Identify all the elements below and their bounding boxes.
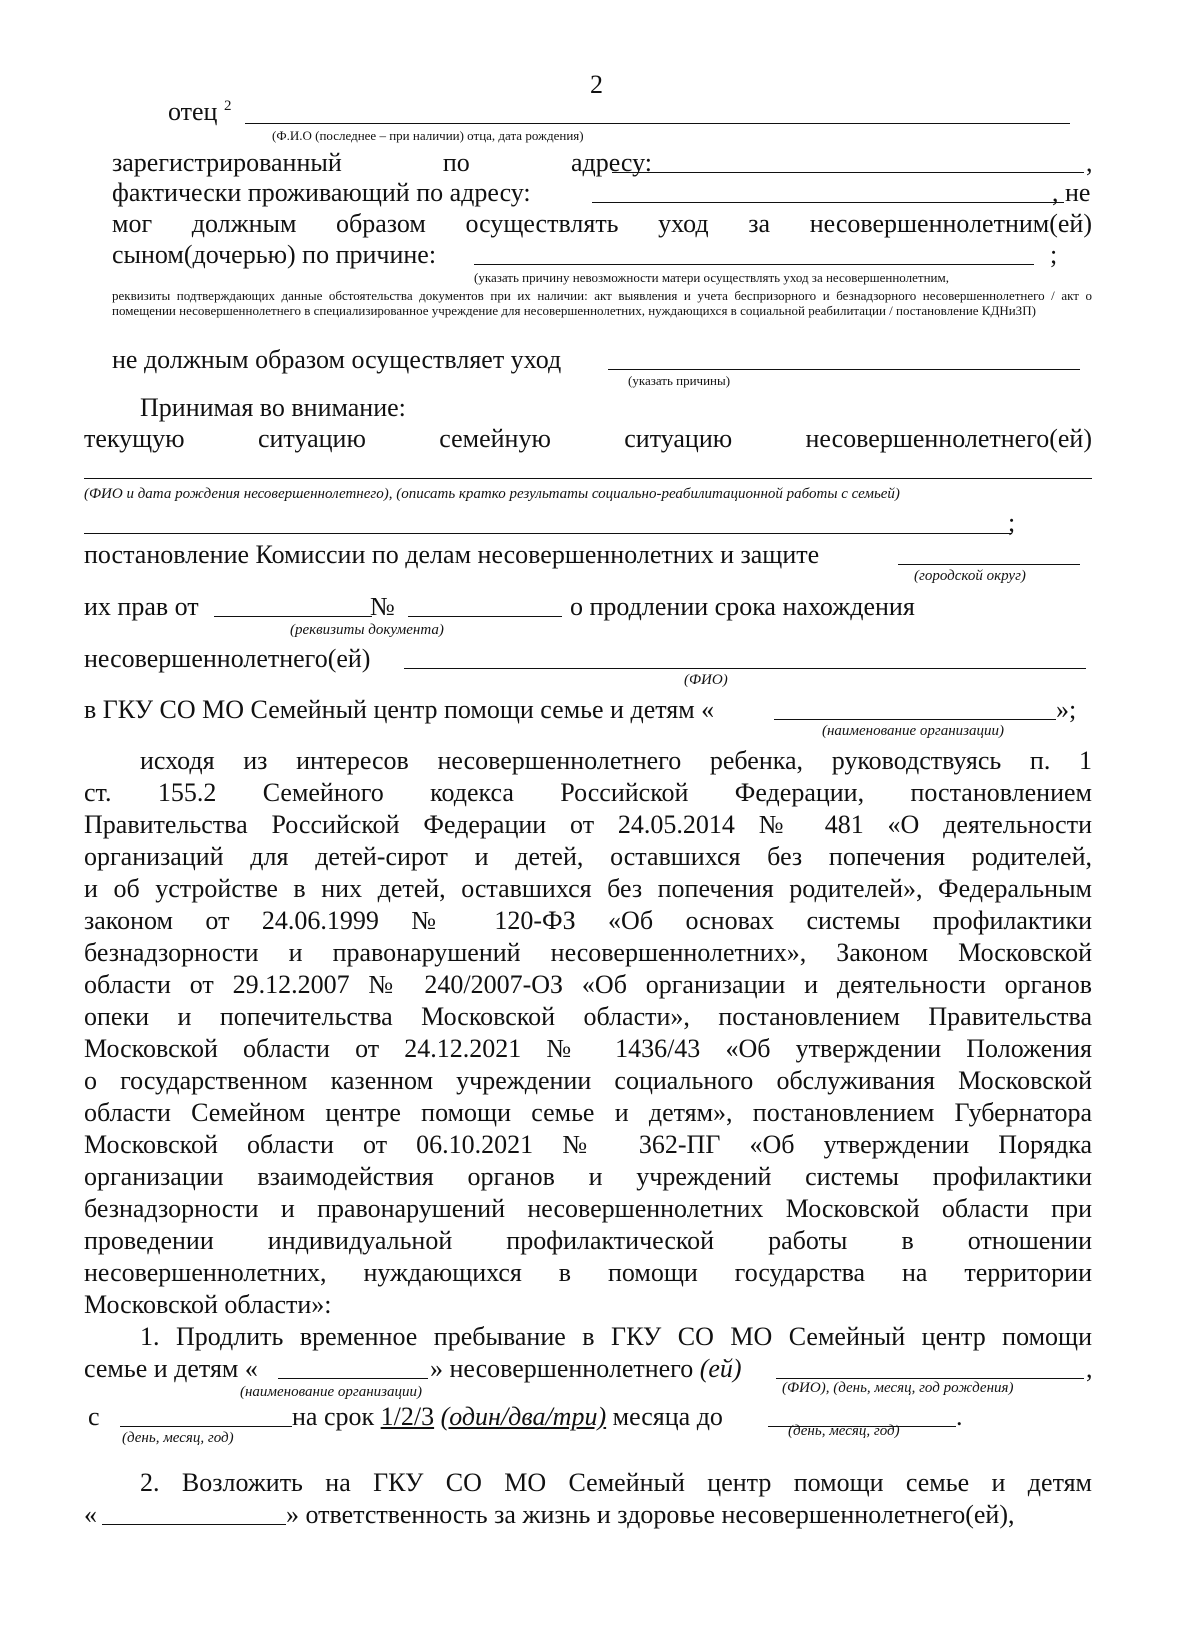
rights-from-label: их прав от xyxy=(84,592,199,621)
reason-line[interactable] xyxy=(474,264,1034,265)
situation-line[interactable] xyxy=(84,478,1092,479)
gku-org-line[interactable] xyxy=(774,719,1056,720)
gku-tail: »; xyxy=(1056,695,1077,724)
item1-period: . xyxy=(956,1402,963,1431)
situation-semicolon: ; xyxy=(1008,508,1016,537)
page-number: 2 xyxy=(590,70,603,99)
doc-caption: (реквизиты документа) xyxy=(290,622,444,638)
basis-line-8: области от 29.12.2007 № 240/2007-ОЗ «Об организации и деятельности органов xyxy=(84,970,1092,999)
father-caption: (Ф.И.О (последнее – при наличии) отца, дата рождения) xyxy=(272,128,584,143)
minor-label: несовершеннолетнего(ей) xyxy=(84,644,371,673)
item1-line2-a: семье и детям « xyxy=(84,1354,258,1383)
reason-caption-2: реквизиты подтверждающих данные обстоятельства документов при их наличии: акт выявления и учета беспризорного и безнадзорного несовершеннолетнего / акт о помещении несовершеннолетнего в специализированное учреждение для несовершеннолетних, нуждающихся в социальной реабилитации / постановление КДНиЗП) xyxy=(112,288,1092,318)
item1-minor-suffix: (ей) xyxy=(699,1354,742,1383)
item1-start-date-line[interactable] xyxy=(120,1426,292,1427)
district-line[interactable] xyxy=(898,564,1080,565)
basis-line-4: организаций для детей-сирот и детей, оставшихся без попечения родителей, xyxy=(84,842,1092,871)
item2-line1: 2. Возложить на ГКУ СО МО Семейный центр помощи семье и детям xyxy=(140,1468,1092,1497)
item1-term xyxy=(292,1402,723,1432)
item1-org-caption: (наименование организации) xyxy=(240,1384,423,1400)
resolution-label: постановление Комиссии по делам несовершеннолетних и защите xyxy=(84,540,820,569)
basis-line-3: Правительства Российской Федерации от 24.05.2014 № 481 «О деятельности xyxy=(84,810,1092,839)
basis-line-10: Московской области от 24.12.2021 № 1436/43 «Об утверждении Положения xyxy=(84,1034,1092,1063)
item1-comma: , xyxy=(1086,1354,1093,1383)
registered-label: зарегистрированный по адресу: xyxy=(112,148,652,177)
item2-line2-a: « xyxy=(84,1500,97,1529)
item1-org-line[interactable] xyxy=(278,1378,428,1379)
item1-fio-line[interactable] xyxy=(776,1378,1084,1379)
reason-label: сыном(дочерью) по причине: xyxy=(112,240,437,269)
father-fio-line[interactable] xyxy=(245,123,1070,124)
item1-fio-caption: (ФИО), (день, месяц, год рождения) xyxy=(782,1380,1014,1396)
rights-date-line[interactable] xyxy=(214,616,372,617)
item1-term-words: (один/два/три) xyxy=(440,1402,607,1431)
care-line: мог должным образом осуществлять уход за несовершеннолетним(ей) xyxy=(112,209,1092,238)
basis-line-5: и об устройстве в них детей, оставшихся без попечения родителей», Федеральным xyxy=(84,874,1092,903)
item2-line2-b: » ответственность за жизнь и здоровье несовершеннолетнего(ей), xyxy=(286,1500,1015,1529)
registered-comma: , xyxy=(1086,148,1093,177)
basis-line-9: опеки и попечительства Московской области», постановлением Правительства xyxy=(84,1002,1092,1031)
improper-care-label: не должным образом осуществляет уход xyxy=(112,345,562,374)
reason-caption-1: (указать причину невозможности матери осуществлять уход за несовершеннолетним, xyxy=(474,270,949,285)
item1-term-number: 1/2/3 xyxy=(380,1402,435,1431)
fio-caption: (ФИО) xyxy=(684,672,728,688)
minor-fio-line[interactable] xyxy=(404,668,1086,669)
basis-line-16: проведении индивидуальной профилактической работы в отношении xyxy=(84,1226,1092,1255)
reasons-caption: (указать причины) xyxy=(628,373,731,388)
registered-address-line[interactable] xyxy=(612,172,1084,173)
footnote-mark: 2 xyxy=(223,98,232,114)
district-caption: (городской округ) xyxy=(914,568,1026,584)
actual-label: фактически проживающий по адресу: xyxy=(112,178,531,207)
basis-line-1: исходя из интересов несовершеннолетнего ребенка, руководствуясь п. 1 xyxy=(140,746,1092,775)
basis-last-line: Московской области»: xyxy=(84,1290,332,1319)
item1-minor-text: » несовершеннолетнего xyxy=(430,1354,694,1383)
item1-date-caption-1: (день, месяц, год) xyxy=(122,1430,234,1446)
current-situation-line: текущую ситуацию семейную ситуацию несовершеннолетнего(ей) xyxy=(84,424,1092,453)
basis-line-15: безнадзорности и правонарушений несовершеннолетних Московской области при xyxy=(84,1194,1092,1223)
basis-line-11: о государственном казенном учреждении социального обслуживания Московской xyxy=(84,1066,1092,1095)
basis-line-14: организации взаимодействия органов и учреждений системы профилактики xyxy=(84,1162,1092,1191)
situation-line-2[interactable] xyxy=(84,533,1012,534)
basis-line-7: безнадзорности и правонарушений несовершеннолетних», Законом Московской xyxy=(84,938,1092,967)
extension-label: о продлении срока нахождения xyxy=(570,592,915,621)
rights-number-line[interactable] xyxy=(408,616,562,617)
father-label: отец $^2$ xyxy=(168,97,232,126)
gku-label: в ГКУ СО МО Семейный центр помощи семье и детям « xyxy=(84,695,715,724)
basis-line-6: законом от 24.06.1999 № 120-ФЗ «Об основах системы профилактики xyxy=(84,906,1092,935)
basis-line-12: области Семейном центре помощи семье и детям», постановлением Губернатора xyxy=(84,1098,1092,1127)
item2-org-line[interactable] xyxy=(102,1524,286,1525)
situation-caption: (ФИО и дата рождения несовершеннолетнего), (описать кратко результаты социально-реабилитационной работы с семьей) xyxy=(84,486,900,502)
improper-care-line[interactable] xyxy=(608,369,1080,370)
basis-line-17: несовершеннолетних, нуждающихся в помощи государства на территории xyxy=(84,1258,1092,1287)
item1-from: с xyxy=(88,1402,100,1431)
item1-term-until: месяца до xyxy=(612,1402,723,1431)
basis-line-2: ст. 155.2 Семейного кодекса Российской Федерации, постановлением xyxy=(84,778,1092,807)
actual-tail: , не xyxy=(1052,178,1091,207)
item1-line2-b xyxy=(430,1354,742,1384)
item1-date-caption-2: (день, месяц, год) xyxy=(788,1423,900,1439)
basis-line-13: Московской области от 06.10.2021 № 362-ПГ «Об утверждении Порядка xyxy=(84,1130,1092,1159)
number-sign: № xyxy=(370,592,395,621)
item1-term-label: на срок xyxy=(292,1402,375,1431)
considering-heading: Принимая во внимание: xyxy=(140,393,406,422)
reason-semicolon: ; xyxy=(1050,240,1058,269)
actual-address-line[interactable] xyxy=(592,202,1064,203)
item1-line1: 1. Продлить временное пребывание в ГКУ СО МО Семейный центр помощи xyxy=(140,1322,1092,1351)
gku-org-caption: (наименование организации) xyxy=(822,723,1005,739)
